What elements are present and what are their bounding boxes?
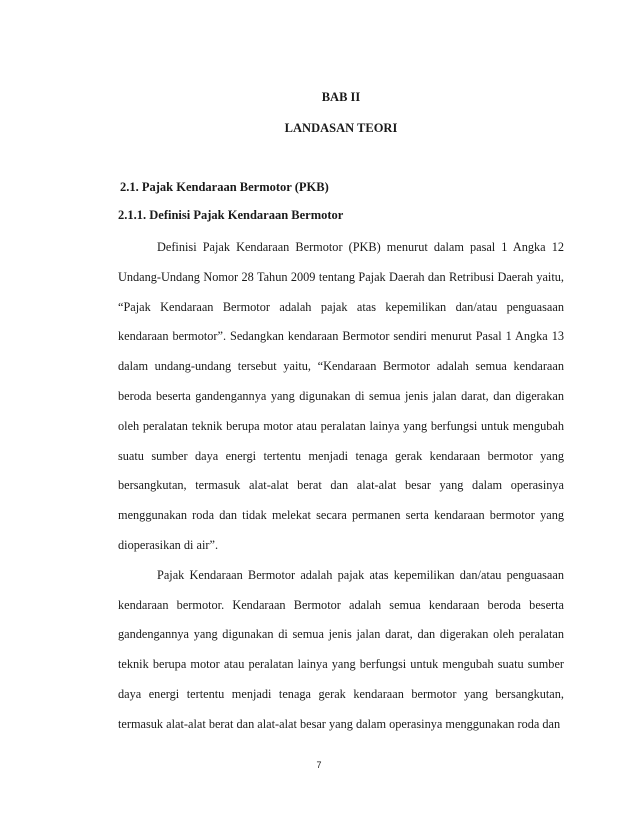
body-text: [118, 233, 564, 740]
page-number: 7: [316, 760, 322, 770]
chapter-number: BAB II: [321, 90, 361, 104]
section-heading-2-1: 2.1. Pajak Kendaraan Bermotor (PKB): [120, 180, 329, 194]
paragraph-2: Pajak Kendaraan Bermotor adalah pajak atas kepemilikan dan/atau penguasaan kendaraan bermotor. Kendaraan Bermotor adalah semua kendaraan beroda beserta gandengannya yang digunakan di semua jenis jalan darat, dan digerakan oleh peralatan teknik berupa motor atau peralatan lainya yang berfungsi untuk mengubah suatu sumber daya energi tertentu menjadi tenaga gerak kendaraan bermotor yang bersangkutan, termasuk alat-alat berat dan alat-alat besar yang dalam operasinya menggunakan roda dan: [118, 567, 564, 731]
paragraph-1: Definisi Pajak Kendaraan Bermotor (PKB) menurut dalam pasal 1 Angka 12 Undang-Undang Nomor 28 Tahun 2009 tentang Pajak Daerah dan Retribusi Daerah yaitu, “Pajak Kendaraan Bermotor adalah pajak atas kepemilikan dan/atau penguasaan kendaraan bermotor”. Sedangkan kendaraan Bermotor sendiri menurut Pasal 1 Angka 13 dalam undang-undang tersebut yaitu, “Kendaraan Bermotor adalah semua kendaraan beroda beserta gandengannya yang digunakan di semua jenis jalan darat, dan digerakan oleh peralatan teknik berupa motor atau peralatan lainya yang berfungsi untuk mengubah suatu sumber daya energi tertentu menjadi tenaga gerak kendaraan bermotor yang bersangkutan, termasuk alat-alat berat dan alat-alat besar yang dalam operasinya menggunakan roda dan tidak melekat secara permanen serta kendaraan bermotor yang dioperasikan di air”.: [118, 240, 564, 552]
chapter-title: LANDASAN TEORI: [284, 121, 398, 135]
subsection-heading-2-1-1: 2.1.1. Definisi Pajak Kendaraan Bermotor: [118, 208, 344, 222]
